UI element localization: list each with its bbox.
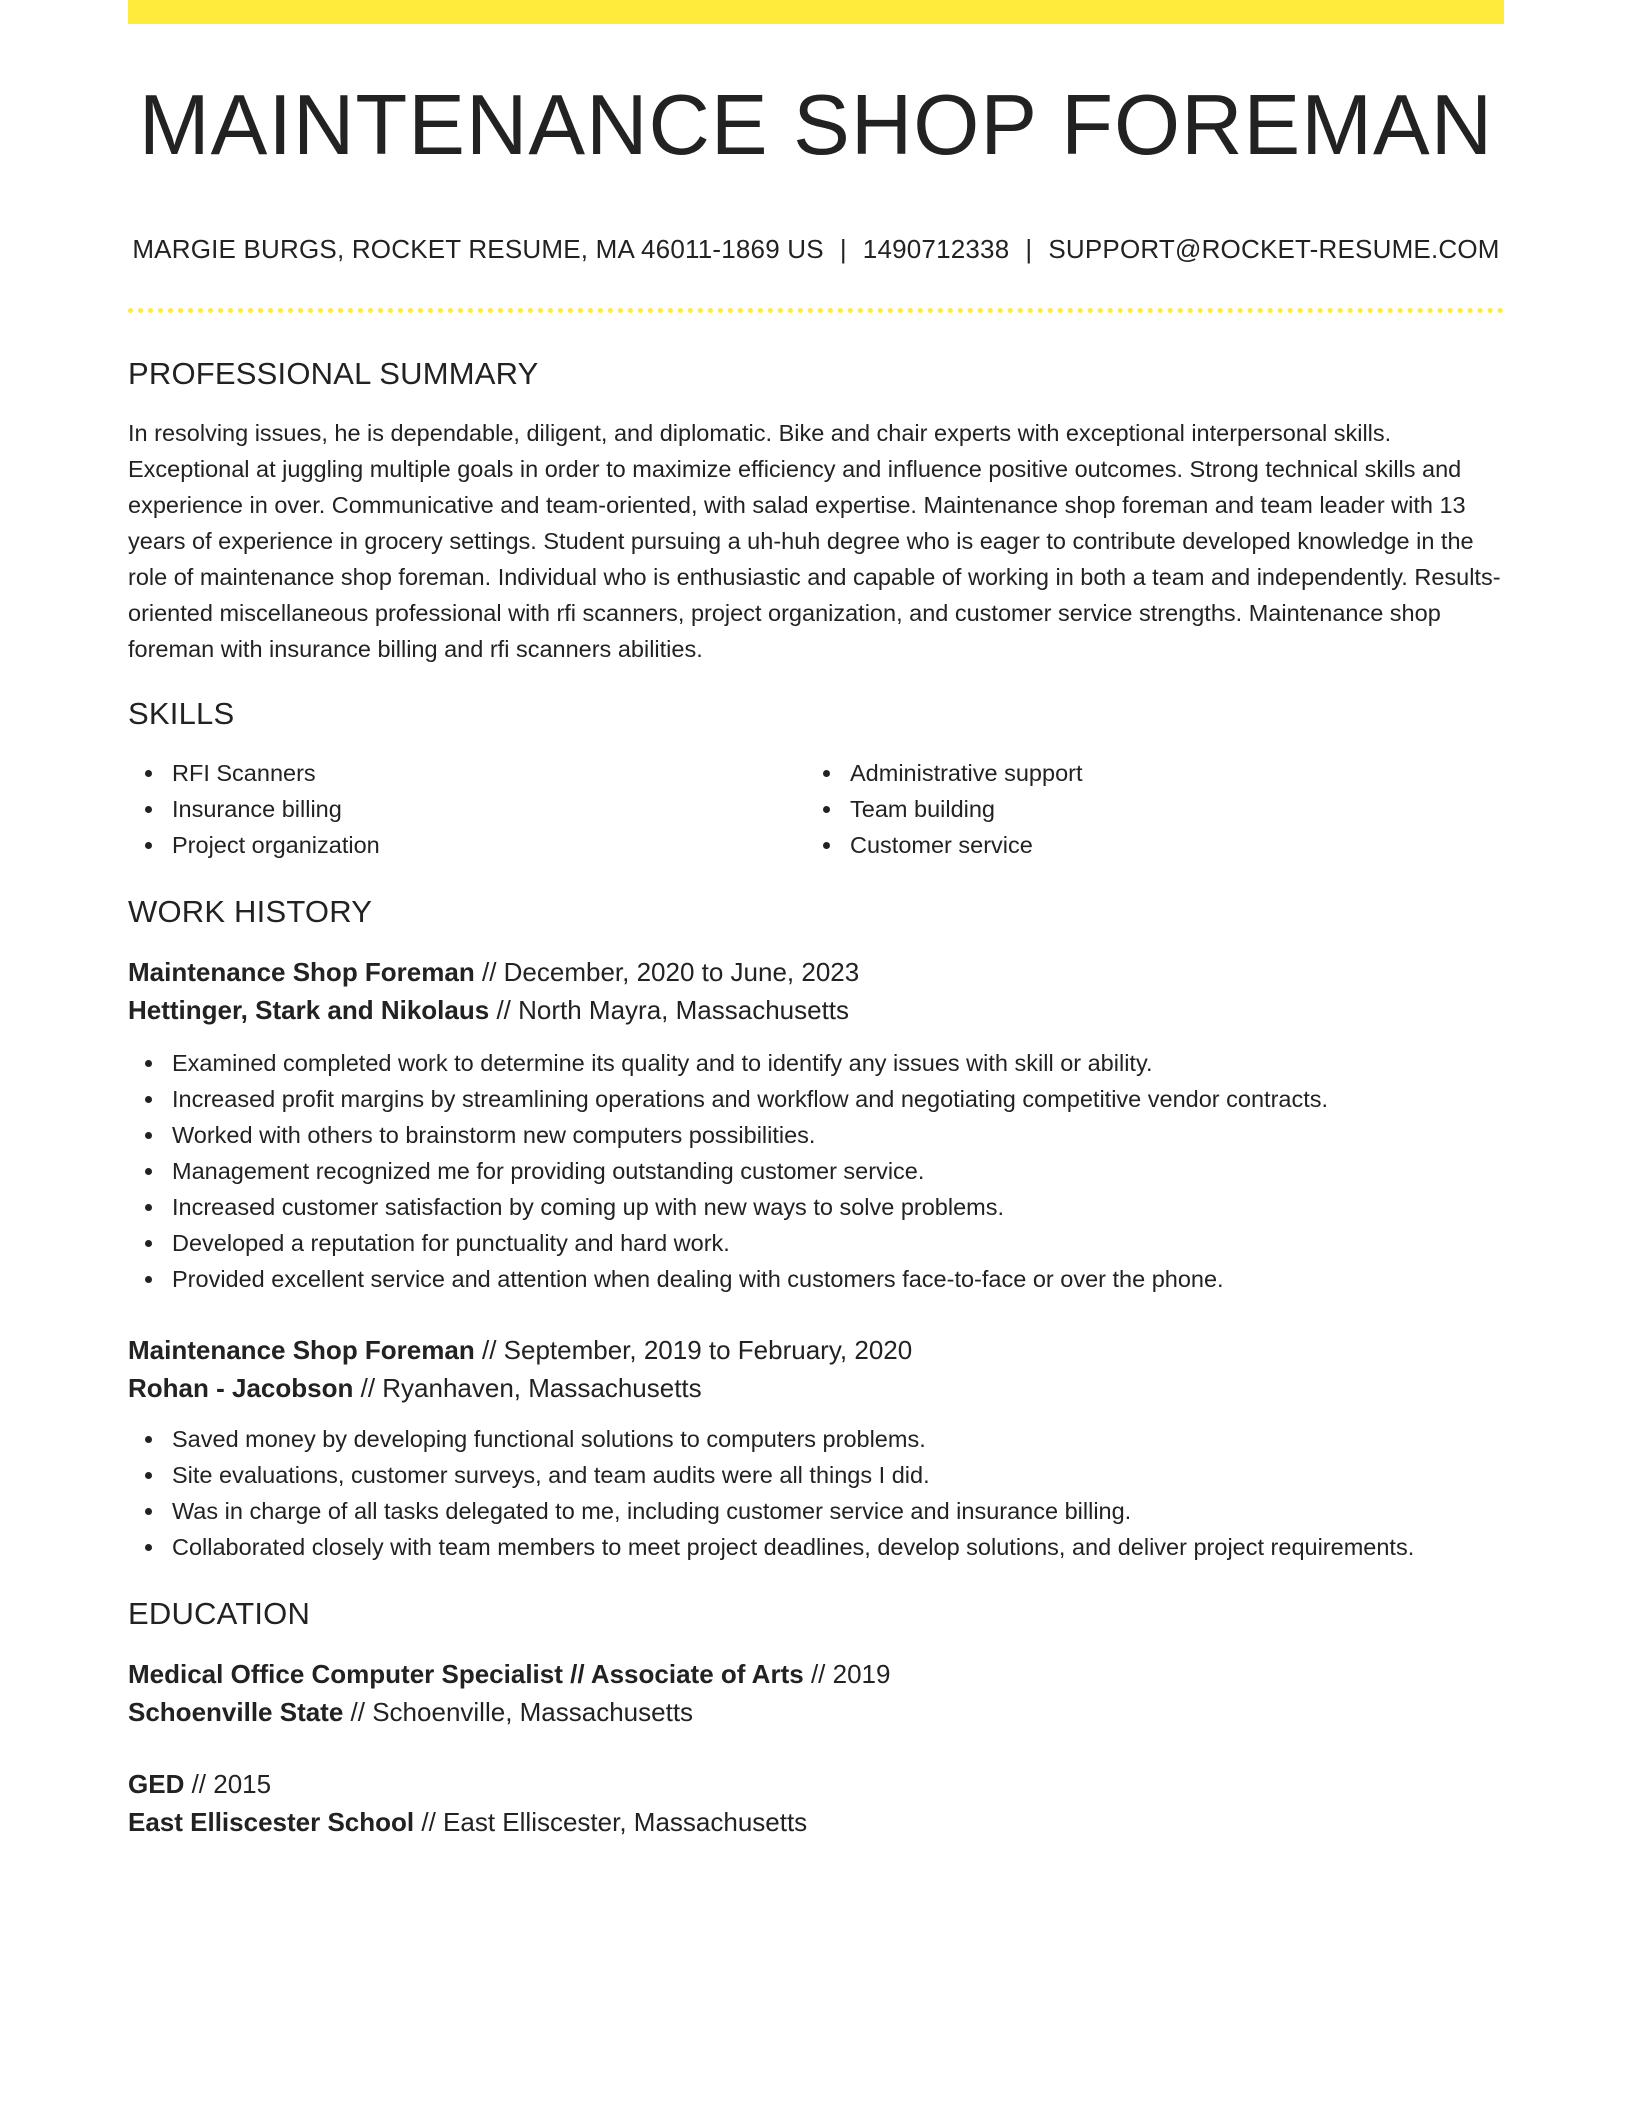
job-bullet: Was in charge of all tasks delegated to me, including customer service and insurance billing.	[128, 1493, 1504, 1529]
contact-email: SUPPORT@ROCKET-RESUME.COM	[1048, 234, 1500, 264]
skills-list	[128, 755, 1504, 863]
job-bullet: Management recognized me for providing outstanding customer service.	[128, 1153, 1504, 1189]
resume-page	[128, 0, 1504, 1841]
contact-address: MARGIE BURGS, ROCKET RESUME, MA 46011-1869 US	[132, 234, 824, 264]
skill-item: Team building	[806, 791, 1484, 827]
education-entry	[128, 1765, 1504, 1841]
education-entry	[128, 1655, 1504, 1731]
job-dates: // September, 2019 to February, 2020	[481, 1335, 913, 1365]
job-bullets	[128, 1421, 1504, 1565]
contact-separator: |	[1025, 234, 1033, 264]
skill-item: Customer service	[806, 827, 1484, 863]
job-company: Rohan - Jacobson	[128, 1373, 354, 1403]
contact-separator: |	[839, 234, 847, 264]
skills-column-left	[128, 755, 806, 863]
job-location: // North Mayra, Massachusetts	[496, 995, 850, 1025]
skill-item: Administrative support	[806, 755, 1484, 791]
job-role: Maintenance Shop Foreman	[128, 957, 475, 987]
skills-column-right	[806, 755, 1484, 863]
education-degree: Medical Office Computer Specialist // Associate of Arts	[128, 1659, 804, 1689]
education-year: // 2019	[810, 1659, 891, 1689]
job-bullet: Site evaluations, customer surveys, and team audits were all things I did.	[128, 1457, 1504, 1493]
job-bullet: Increased customer satisfaction by coming up with new ways to solve problems.	[128, 1189, 1504, 1225]
job-role: Maintenance Shop Foreman	[128, 1335, 475, 1365]
skill-item: Project organization	[128, 827, 806, 863]
education-year: // 2015	[191, 1769, 272, 1799]
accent-top-bar	[128, 0, 1504, 24]
summary-text: In resolving issues, he is dependable, diligent, and diplomatic. Bike and chair experts with exceptional interpersonal skills. Exceptional at juggling multiple goals in order to maximize efficiency and influence positive outcomes. Strong technical skills and experience in over. Communicative and team-oriented, with salad expertise. Maintenance shop foreman and team leader with 13 years of experience in grocery settings. Student pursuing a uh-huh degree who is eager to contribute developed knowledge in the role of maintenance shop foreman. Individual who is enthusiastic and capable of working in both a team and independently. Results-oriented miscellaneous professional with rfi scanners, project organization, and customer service strengths. Maintenance shop foreman with insurance billing and rfi scanners abilities.	[128, 420, 1501, 662]
job-header	[128, 1331, 1504, 1407]
skills-heading: SKILLS	[128, 696, 235, 731]
education-heading: EDUCATION	[128, 1596, 311, 1631]
contact-line	[128, 233, 1504, 265]
dotted-divider	[128, 308, 1504, 313]
summary-heading: PROFESSIONAL SUMMARY	[128, 356, 539, 391]
job-company: Hettinger, Stark and Nikolaus	[128, 995, 490, 1025]
job-bullet: Worked with others to brainstorm new computers possibilities.	[128, 1117, 1504, 1153]
skill-item: RFI Scanners	[128, 755, 806, 791]
skill-item: Insurance billing	[128, 791, 806, 827]
job-bullet: Collaborated closely with team members to meet project deadlines, develop solutions, and deliver project requirements.	[128, 1529, 1504, 1565]
education-school: East Elliscester School	[128, 1807, 415, 1837]
job-dates: // December, 2020 to June, 2023	[481, 957, 860, 987]
job-bullet: Increased profit margins by streamlining operations and workflow and negotiating competitive vendor contracts.	[128, 1081, 1504, 1117]
job-bullets	[128, 1045, 1504, 1297]
education-location: // East Elliscester, Massachusetts	[421, 1807, 808, 1837]
resume-title: MAINTENANCE SHOP FOREMAN	[138, 78, 1494, 173]
job-bullet: Saved money by developing functional solutions to computers problems.	[128, 1421, 1504, 1457]
job-header	[128, 953, 1504, 1029]
education-degree: GED	[128, 1769, 185, 1799]
job-bullet: Developed a reputation for punctuality and hard work.	[128, 1225, 1504, 1261]
job-location: // Ryanhaven, Massachusetts	[360, 1373, 702, 1403]
work-history-heading: WORK HISTORY	[128, 894, 373, 929]
education-location: // Schoenville, Massachusetts	[350, 1697, 694, 1727]
education-school: Schoenville State	[128, 1697, 344, 1727]
job-bullet: Examined completed work to determine its quality and to identify any issues with skill or ability.	[128, 1045, 1504, 1081]
job-bullet: Provided excellent service and attention when dealing with customers face-to-face or over the phone.	[128, 1261, 1504, 1297]
contact-phone: 1490712338	[862, 234, 1010, 264]
